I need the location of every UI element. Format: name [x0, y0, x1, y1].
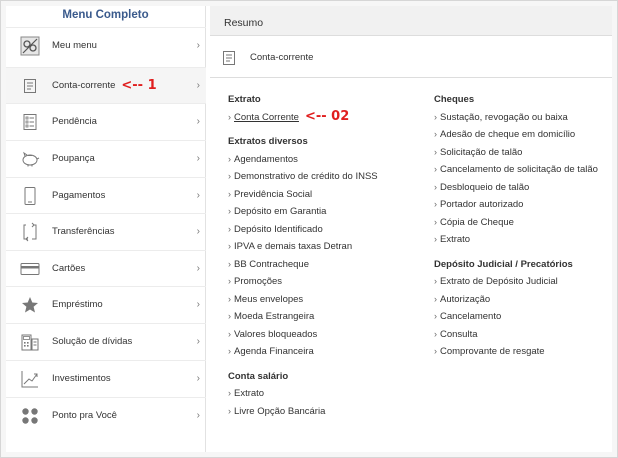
chevron-right-icon: ›	[434, 234, 437, 244]
chevron-right-icon: ›	[228, 328, 231, 339]
link-label[interactable]: Depósito Identificado	[234, 223, 323, 235]
link-label[interactable]: Cancelamento de solicitação de talão	[440, 164, 598, 175]
link-agenda-financeira[interactable]	[228, 346, 423, 364]
piggy-bank-icon	[20, 149, 40, 169]
link-label[interactable]: Previdência Social	[234, 188, 313, 200]
chevron-right-icon: ›	[228, 153, 231, 164]
chevron-right-icon: ›	[196, 80, 200, 91]
link-ipva-e-demais-taxas-detran[interactable]	[228, 241, 423, 259]
sidebar-item-poupanca[interactable]	[6, 140, 206, 176]
link-label[interactable]: Consulta	[440, 328, 478, 340]
link-cancelamento-de-solicitacao-de-talao[interactable]	[434, 164, 612, 182]
link-label[interactable]: Valores bloqueados	[234, 328, 318, 340]
link-label[interactable]: Promoções	[234, 276, 283, 287]
group-spacer	[434, 252, 612, 259]
sidebar-item-investimentos[interactable]	[6, 360, 206, 396]
link-sustacao-revogacao-ou-baixa[interactable]	[434, 112, 612, 130]
calculator-icon	[20, 332, 40, 352]
link-moeda-estrangeira[interactable]	[228, 311, 423, 329]
link-demonstrativo-de-credito-do-inss[interactable]	[228, 171, 423, 189]
chevron-right-icon: ›	[196, 226, 200, 237]
link-cancelamento[interactable]	[434, 311, 612, 329]
chevron-right-icon: ›	[228, 311, 231, 321]
link-comprovante-de-resgate[interactable]	[434, 346, 612, 364]
transfer-icon	[20, 222, 40, 242]
chevron-right-icon: ›	[228, 346, 231, 356]
link-label[interactable]: Sustação, revogação ou baixa	[440, 111, 568, 123]
sidebar-item-label: Transferências	[52, 226, 115, 237]
chevron-right-icon: ›	[434, 293, 437, 304]
sidebar-item-cartoes[interactable]	[6, 250, 206, 286]
sidebar-item-label: Conta-corrente	[52, 80, 116, 91]
sidebar-item-solucao-de-dividas[interactable]	[6, 323, 206, 359]
chevron-right-icon: ›	[196, 153, 200, 164]
chevron-right-icon: ›	[196, 410, 200, 421]
chevron-right-icon: ›	[228, 223, 231, 234]
link-deposito-identificado[interactable]	[228, 224, 423, 242]
sidebar-item-conta-corrente[interactable]	[6, 67, 206, 103]
link-deposito-em-garantia[interactable]	[228, 206, 423, 224]
group-heading-deposito-judicial-precatorios: Depósito Judicial / Precatórios	[434, 258, 573, 270]
link-label[interactable]: IPVA e demais taxas Detran	[234, 241, 353, 252]
chevron-right-icon: ›	[196, 116, 200, 127]
link-label[interactable]: Agenda Financeira	[234, 346, 314, 357]
link-label[interactable]: Cópia de Cheque	[440, 216, 514, 228]
group-heading-cheques: Cheques	[434, 94, 475, 105]
link-desbloqueio-de-talao[interactable]	[434, 182, 612, 200]
link-valores-bloqueados[interactable]	[228, 329, 423, 347]
chevron-right-icon: ›	[434, 311, 437, 321]
chevron-right-icon: ›	[196, 299, 200, 310]
chevron-right-icon: ›	[196, 373, 200, 384]
link-extrato-de-deposito-judicial[interactable]	[434, 276, 612, 294]
link-portador-autorizado[interactable]	[434, 199, 612, 217]
group-heading-extrato: Extrato	[228, 94, 261, 105]
link-label[interactable]: Adesão de cheque em domicílio	[440, 129, 576, 140]
checklist-icon	[20, 112, 40, 132]
chevron-right-icon: ›	[196, 336, 200, 347]
chevron-right-icon: ›	[434, 328, 437, 339]
link-agendamentos[interactable]	[228, 154, 423, 172]
link-label[interactable]: Extrato	[234, 388, 265, 399]
chevron-right-icon: ›	[228, 276, 231, 286]
sidebar-item-meu-menu[interactable]	[6, 27, 206, 63]
main-panel	[210, 6, 612, 452]
link-copia-de-cheque[interactable]	[434, 217, 612, 235]
chevron-right-icon: ›	[196, 190, 200, 201]
sidebar-item-label: Pagamentos	[52, 190, 106, 201]
link-adesao-de-cheque-em-domicilio[interactable]	[434, 129, 612, 147]
group-spacer	[228, 129, 423, 136]
link-meus-envelopes[interactable]	[228, 294, 423, 312]
chevron-right-icon: ›	[434, 164, 437, 174]
link-label[interactable]: Extrato	[440, 234, 471, 245]
link-label[interactable]: Meus envelopes	[234, 293, 304, 305]
link-label[interactable]: BB Contracheque	[234, 258, 309, 270]
document-icon	[220, 49, 238, 67]
group-spacer	[228, 364, 423, 371]
sidebar-item-label: Poupança	[52, 153, 95, 164]
link-solicitacao-de-talao[interactable]	[434, 147, 612, 165]
chevron-right-icon: ›	[228, 241, 231, 251]
sidebar-title: Menu Completo	[62, 9, 149, 21]
sidebar-item-label: Empréstimo	[52, 299, 103, 310]
chevron-right-icon: ›	[434, 129, 437, 139]
mobile-icon	[20, 186, 40, 206]
link-label[interactable]: Livre Opção Bancária	[234, 405, 326, 417]
sidebar-item-label: Cartões	[52, 263, 86, 274]
sidebar-item-label: Ponto pra Você	[52, 410, 117, 421]
annotation-arrow: <-- 1	[121, 78, 157, 93]
chevron-right-icon: ›	[196, 263, 200, 274]
chevron-right-icon: ›	[434, 111, 437, 122]
star-icon	[20, 295, 40, 315]
group-heading-conta-salario: Conta salário	[228, 370, 289, 382]
chevron-right-icon: ›	[434, 276, 437, 286]
sidebar-item-transferencias[interactable]	[6, 213, 206, 249]
resumo-tab[interactable]: Resumo	[210, 6, 612, 36]
sidebar	[6, 6, 206, 452]
link-label[interactable]: Cancelamento	[440, 311, 502, 322]
link-promocoes[interactable]	[228, 276, 423, 294]
sidebar-item-emprestimo[interactable]	[6, 286, 206, 322]
chevron-right-icon: ›	[228, 405, 231, 416]
link-label[interactable]: Agendamentos	[234, 153, 298, 165]
link-label[interactable]: Depósito em Garantia	[234, 206, 327, 217]
link-label[interactable]: Solicitação de talão	[440, 146, 523, 158]
group-heading-extratos-diversos: Extratos diversos	[228, 136, 308, 147]
link-label[interactable]: Autorização	[440, 293, 491, 305]
link-extrato[interactable]	[434, 234, 612, 252]
chevron-right-icon: ›	[228, 258, 231, 269]
chevron-right-icon: ›	[228, 171, 231, 181]
link-label[interactable]: Demonstrativo de crédito do INSS	[234, 171, 378, 182]
chevron-right-icon: ›	[434, 181, 437, 192]
link-livre-opcao-bancaria[interactable]	[228, 406, 423, 424]
chart-icon	[20, 369, 40, 389]
sidebar-item-label: Solução de dívidas	[52, 336, 133, 347]
section-title: Conta-corrente	[250, 52, 314, 63]
chevron-right-icon: ›	[196, 40, 200, 51]
dots-icon	[20, 406, 40, 426]
document-icon	[20, 76, 40, 96]
link-label[interactable]: Moeda Estrangeira	[234, 311, 315, 322]
chevron-right-icon: ›	[228, 293, 231, 304]
sidebar-item-ponto-pra-voce[interactable]	[6, 397, 206, 433]
left-column	[228, 94, 423, 423]
chevron-right-icon: ›	[228, 206, 231, 216]
annotation-arrow: <-- 02	[304, 108, 350, 124]
link-conta-corrente[interactable]	[228, 108, 423, 130]
link-label[interactable]: Extrato de Depósito Judicial	[440, 276, 558, 287]
link-label[interactable]: Portador autorizado	[440, 199, 524, 210]
sidebar-item-pendencia[interactable]	[6, 103, 206, 139]
sidebar-item-label: Pendência	[52, 116, 97, 127]
link-label[interactable]: Comprovante de resgate	[440, 346, 545, 357]
sidebar-item-label: Meu menu	[52, 40, 97, 51]
link-previdencia-social[interactable]	[228, 189, 423, 207]
gears-icon	[20, 36, 40, 56]
chevron-right-icon: ›	[434, 346, 437, 356]
link-consulta[interactable]	[434, 329, 612, 347]
link-label[interactable]: Conta Corrente	[234, 111, 299, 123]
right-column	[434, 94, 612, 364]
link-bb-contracheque[interactable]	[228, 259, 423, 277]
card-icon	[20, 259, 40, 279]
chevron-right-icon: ›	[228, 111, 231, 122]
chevron-right-icon: ›	[434, 146, 437, 157]
chevron-right-icon: ›	[434, 199, 437, 209]
chevron-right-icon: ›	[228, 188, 231, 199]
sidebar-item-label: Investimentos	[52, 373, 111, 384]
link-label[interactable]: Desbloqueio de talão	[440, 181, 530, 193]
link-autorizacao[interactable]	[434, 294, 612, 312]
sidebar-item-pagamentos[interactable]	[6, 177, 206, 213]
link-extrato[interactable]	[228, 388, 423, 406]
chevron-right-icon: ›	[434, 216, 437, 227]
chevron-right-icon: ›	[228, 388, 231, 398]
section-header	[210, 38, 612, 78]
